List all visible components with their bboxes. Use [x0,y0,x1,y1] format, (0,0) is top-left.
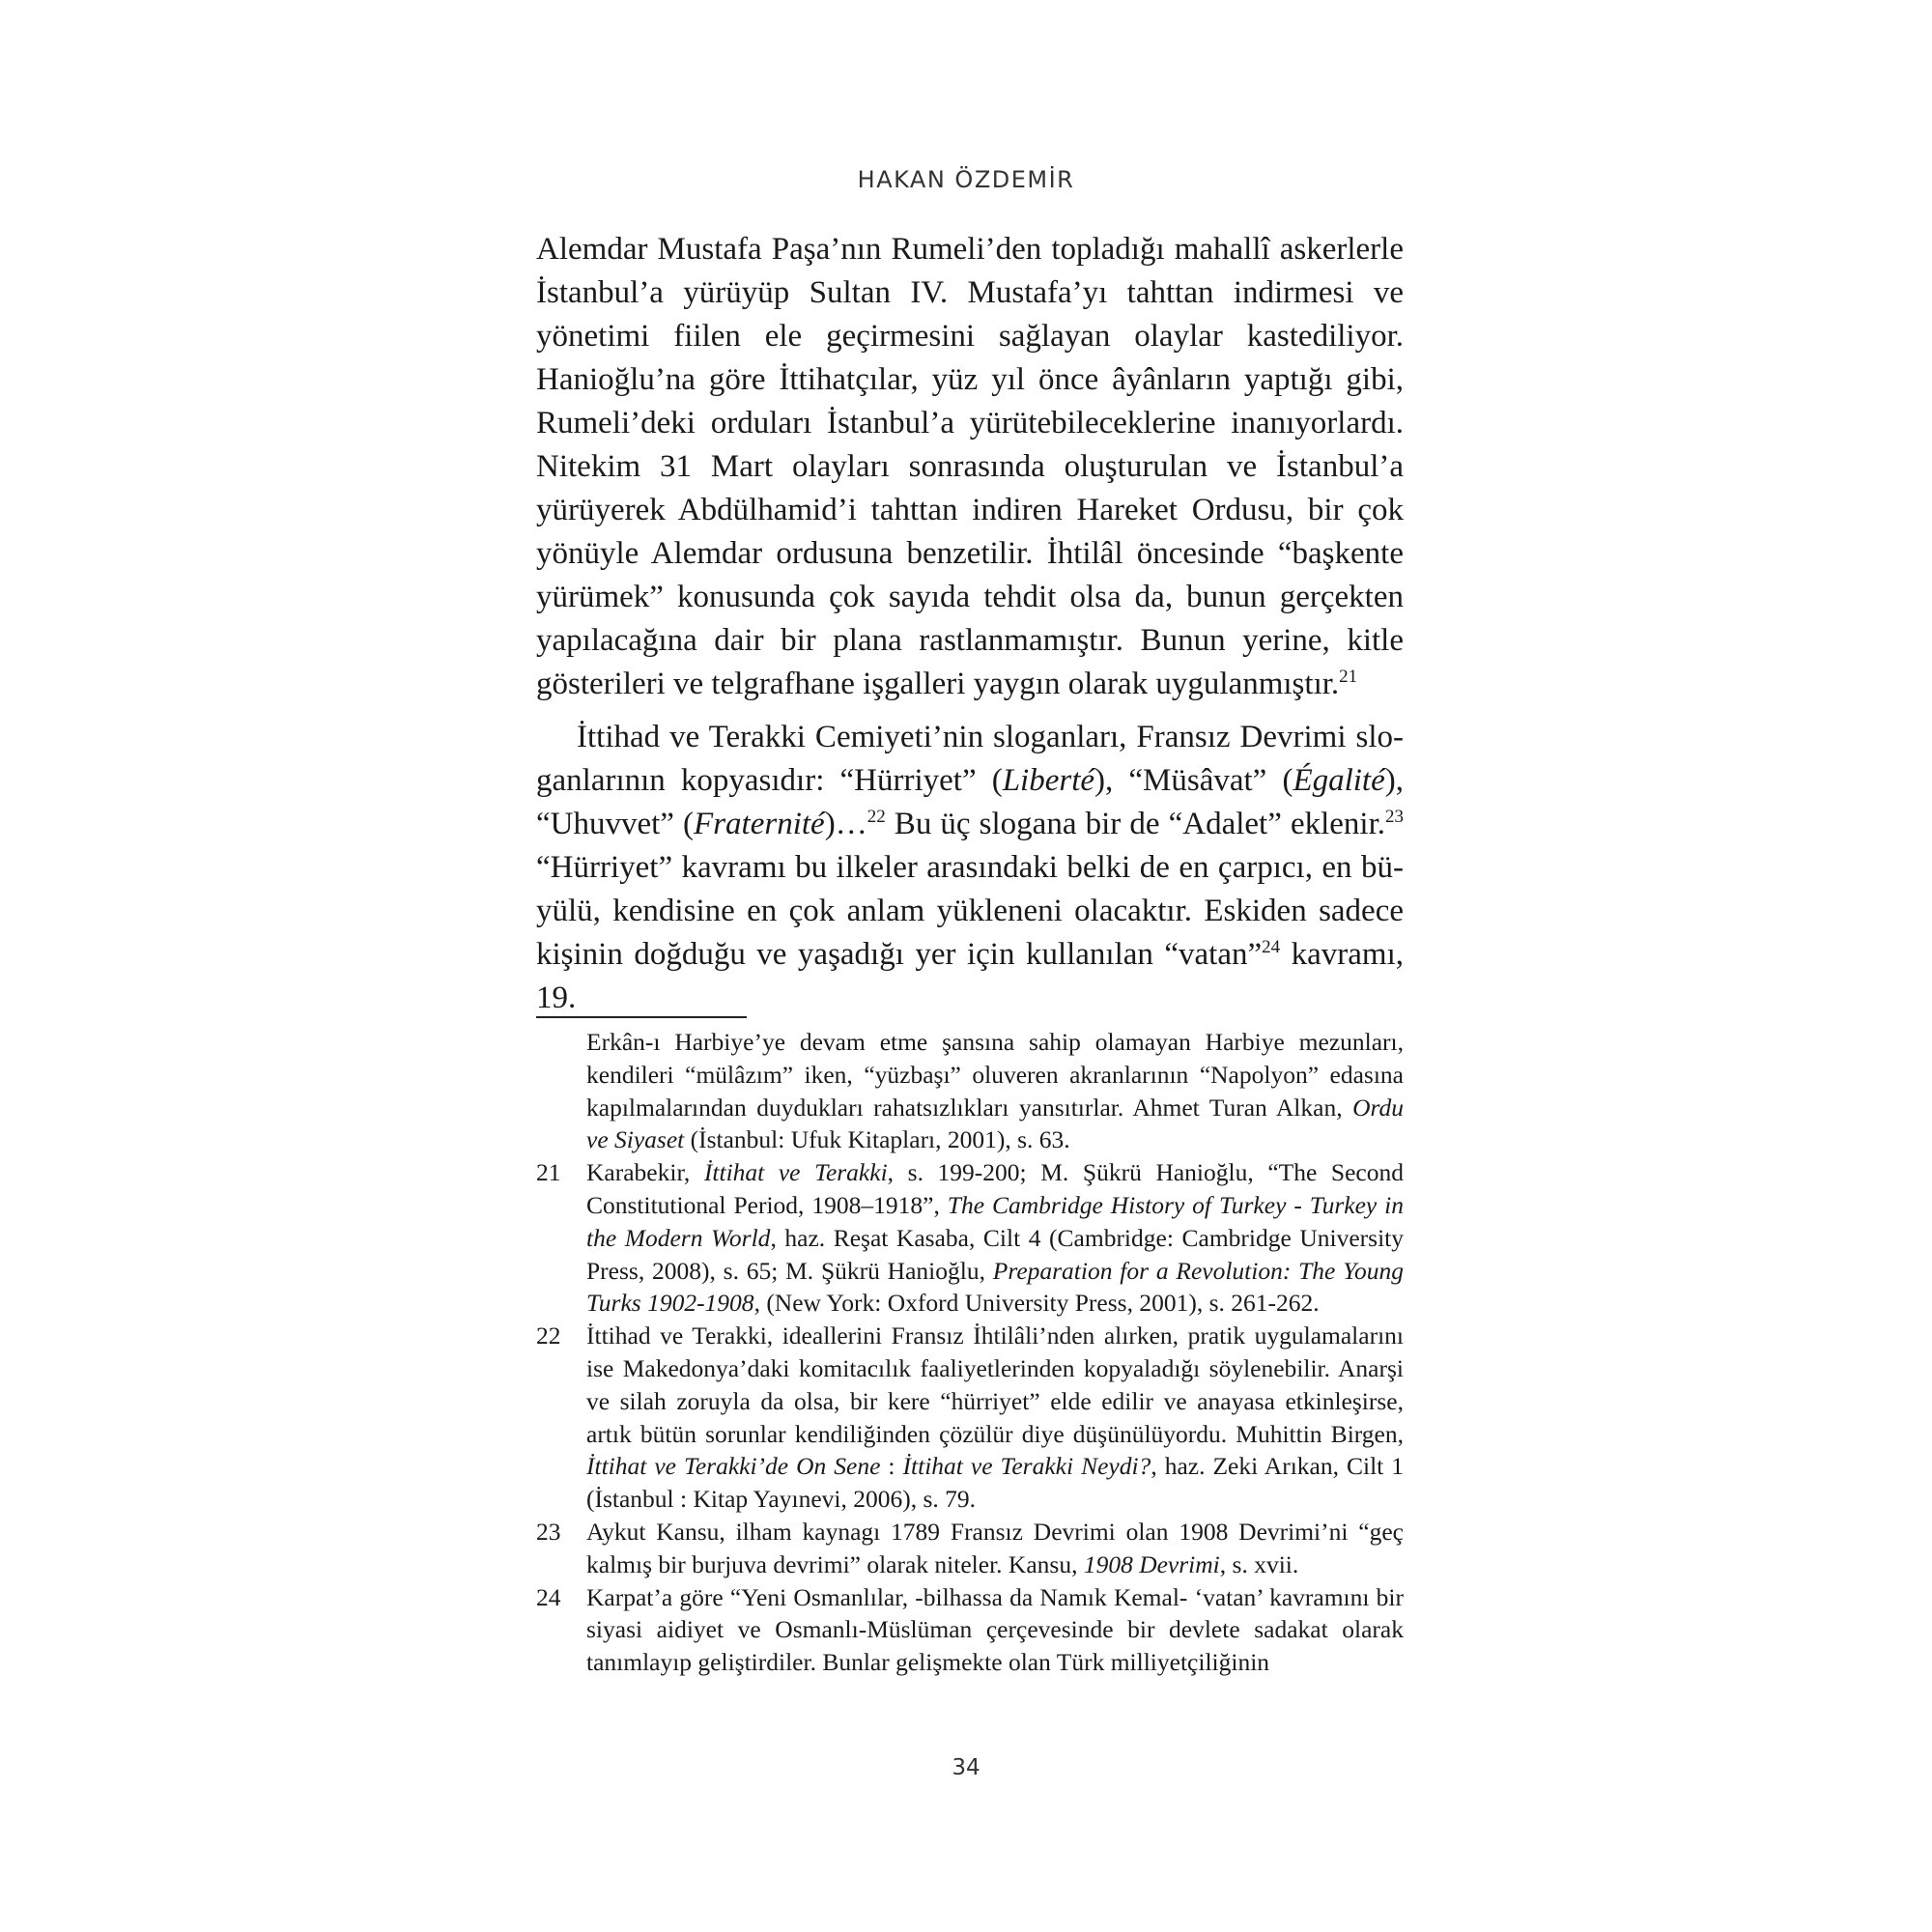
page-number: 34 [952,1755,980,1780]
footnote-text: (İstanbul: Ufuk Kitapları, 2001), s. 63. [684,1125,1070,1154]
paragraph-1-text: Alemdar Mustafa Paşa’nın Rumeli’den topladığı mahallî askerlerle İstanbul’a yürüyüp Sultan IV. Mustafa’yı tahttan indirmesi ve yönetimi fiilen ele geçirmesini sağlayan olaylar kastediliyor. Hanioğlu’na göre İttihatçılar, yüz yıl önce âyânların yaptığı gibi, Rumeli’deki orduları İstanbul’a yürütebileceklerine inanıyorlardı. Nitekim 31 Mart olayları sonrasında oluşturulan ve İstanbul’a yürüyerek Abdülhamid’i tahttan indiren Hareket Ordusu, bir çok yönüyle Alemdar ordusuna benzetilir. İhtilâl öncesinde “başkente yürümek” konusunda çok sayıda tehdit olsa da, bunun gerçekten yapılacağına dair bir plana rastlanmamıştır. Bunun yerine, kitle gösterileri ve telgrafhane işgalleri yaygın olarak uygulanmıştır. [536,232,1404,701]
footnote-separator [536,1016,747,1018]
footnote-body [586,1581,1404,1679]
italic-term: Liberté [1002,763,1095,798]
footnote-24 [536,1581,1404,1679]
paragraph-2 [536,716,1404,1020]
paragraph-2-text: kavramı, 19. [536,937,1405,1015]
footnote-title: Preparation for a Revolution: The Young Turks 1902-1908 [586,1256,1404,1318]
footnote-title: İttihat ve Terakki [703,1158,888,1187]
footnote-ref-22[interactable]: 22 [867,807,886,827]
footnote-ref-21[interactable]: 21 [1339,667,1358,687]
footnote-text: Aykut Kansu, ilham kaynagı 1789 Fransız Devrimi olan 1908 Devrimi’ni “geç kalmış bir burjuva devrimi” olarak niteler. Kansu, [586,1517,1404,1578]
paragraph-2-text: )… [824,807,867,841]
footnote-title: İttihat ve Terakki’de On Sene [586,1452,881,1481]
footnote-title: 1908 Devrimi [1083,1549,1220,1578]
footnote-21 [536,1156,1404,1320]
footnotes [536,1026,1404,1679]
footnote-ref-23[interactable]: 23 [1385,807,1405,827]
footnote-title: The Cambridge History of Turkey - Turkey in the Modern World [586,1190,1405,1252]
footnote-text: Erkân-ı Harbiye’ye devam etme şansına sahip olamayan Harbiye mezunları, kendileri “mülâzım” iken, “yüzbaşı” oluveren akranlarının “Napolyon” edasına kapılmalarından duydukları rahatsızlıkları yansıtırlar. Ahmet Turan Alkan, [586,1028,1404,1122]
running-head: HAKAN ÖZDEMİR [857,166,1075,193]
paragraph-2-text: ), “Müsâvat” ( [1094,763,1293,798]
footnote-title: İttihat ve Terakki Neydi? [902,1452,1151,1481]
footnote-text: : [880,1452,903,1481]
footnote-body [586,1156,1404,1320]
footnote-number: 23 [536,1517,561,1546]
footnote-body [586,1320,1404,1516]
paragraph-2-text: “Hürriyet” kavramı bu ilkeler arasındaki belki de en çarpıcı, en büyülü, kendisine en çok anlam yükleneni olacaktır. Eskiden sadece kişinin doğduğu ve yaşadığı yer için kullanılan “vatan” [536,850,1404,972]
footnote-text: Karabekir, [586,1158,704,1187]
paragraph-1 [536,228,1404,706]
footnote-22 [536,1320,1404,1516]
footnote-number: 24 [536,1582,561,1611]
italic-term: Fraternité [694,807,825,841]
footnote-text: , haz. Reşat Kasaba, Cilt 4 (Cambridge: Cambridge University Press, 2008), s. 65; M. Şükrü Hanioğlu, [586,1223,1405,1285]
footnote-continuation [536,1026,1404,1156]
footnote-23 [536,1516,1404,1581]
footnote-text: İttihad ve Terakki, ideallerini Fransız İhtilâli’nden alırken, pratik uygulamalarını ise Makedonya’daki komitacılık faaliyetlerinden kopyaladığı söylenebilir. Anarşi ve silah zoruyla da olsa, bir kere “hürriyet” elde edilir ve anayasa etkinleşirse, artık bütün sorunlar kendiliğinden çözülür diye düşünülüyordu. Muhittin Birgen, [586,1321,1404,1448]
footnote-ref-24[interactable]: 24 [1262,937,1281,957]
italic-term: Égalité [1293,763,1385,798]
main-text [536,228,1404,1020]
footnote-text: , haz. Zeki Arıkan, Cilt 1 (İstanbul : Kitap Yayınevi, 2006), s. 79. [586,1452,1405,1514]
paragraph-2-text: ), “Uhuvvet” ( [536,763,1404,841]
footnote-number: 21 [536,1158,561,1187]
footnote-text: , s. xvii. [1219,1549,1299,1578]
footnote-text: Karpat’a göre “Yeni Osmanlılar, -bilhassa da Namık Kemal- ‘vatan’ kavramını bir siyasi aidiyet ve Osmanlı-Müslüman çerçevesinde bir devlete sadakat olarak tanımlayıp geliştirdiler. Bunlar gelişmekte olan Türk milliyetçiliğinin [586,1582,1404,1677]
footnote-title: Ordu ve Siyaset [586,1093,1404,1154]
footnote-number: 22 [536,1321,561,1350]
paragraph-2-text: Bu üç slogana bir de “Adalet” eklenir. [885,807,1386,841]
footnote-text: , s. 199-200; M. Şükrü Hanioğlu, “The Second Constitutional Period, 1908–1918”, [586,1158,1404,1219]
footnote-text: , (New York: Oxford University Press, 2001), s. 261-262. [753,1289,1320,1318]
footnote-body [586,1516,1404,1581]
paragraph-2-text: İttihad ve Terakki Cemiyeti’nin sloganları, Fransız Devrimi sloganlarının kopyasıdır: “Hürriyet” ( [536,720,1404,798]
